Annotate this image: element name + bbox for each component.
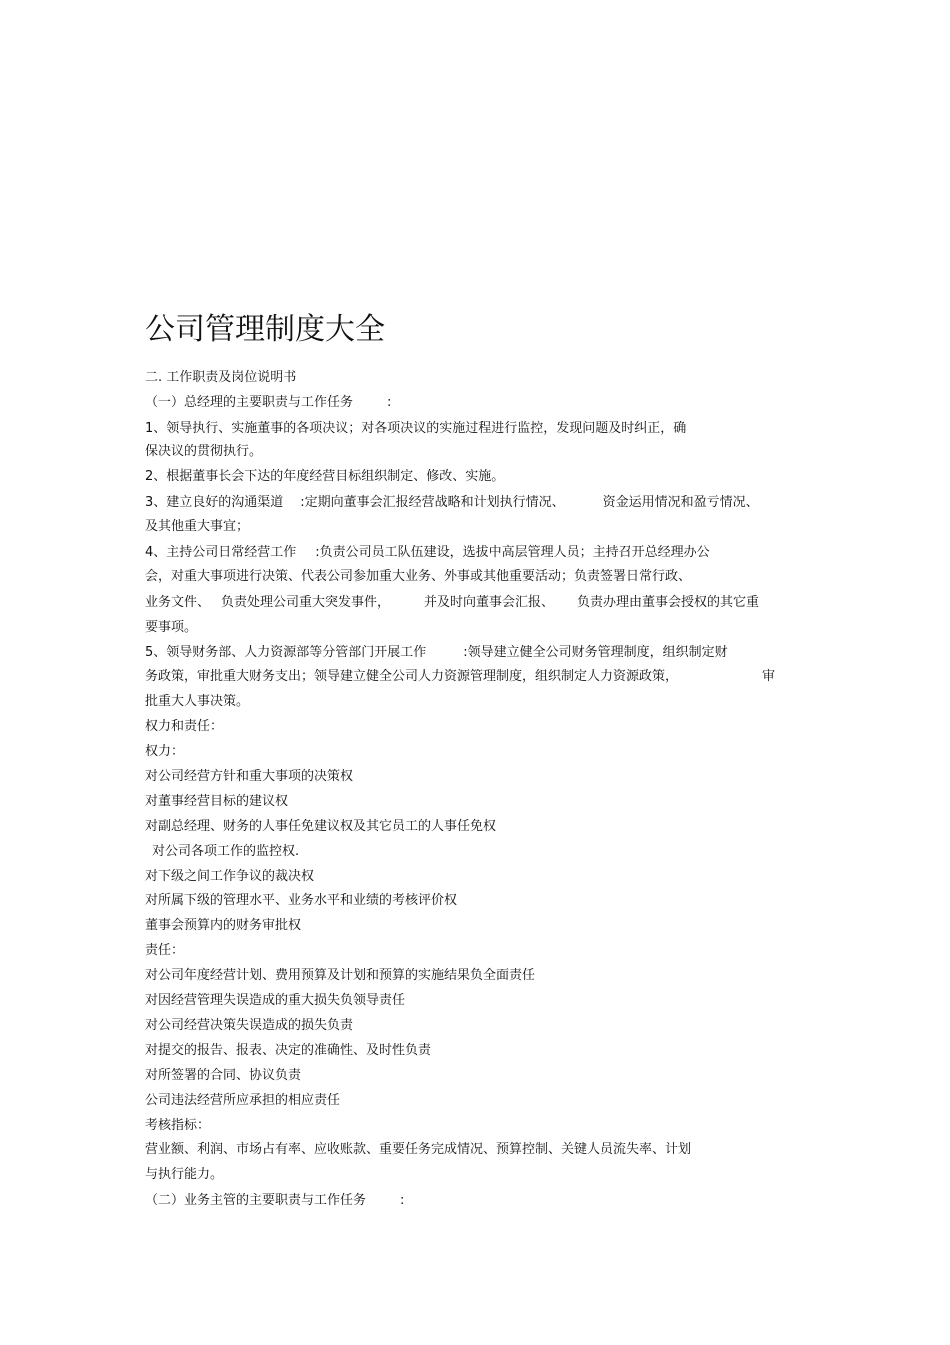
list-item: 对公司各项工作的监控权. [152, 844, 300, 859]
list-item: 公司违法经营所应承担的相应责任 [145, 1093, 341, 1108]
text-segment: 务政策，审批重大财务支出；领导建立健全公司人力资源管理制度，组织制定人力资源政策， [145, 669, 679, 684]
list-item: 对所签署的合同、协议负责 [145, 1068, 302, 1083]
text-segment: 3、建立良好的沟通渠道 [145, 495, 284, 510]
list-item: 对公司经营决策失误造成的损失负责 [145, 1018, 354, 1033]
list-item: 对所属下级的管理水平、业务水平和业绩的考核评价权 [145, 893, 458, 908]
text-segment: 资金运用情况和盈亏情况、 [602, 495, 759, 510]
paragraph-line: 要事项。 [145, 620, 198, 635]
paragraph-line: 批重大人事决策。 [145, 694, 250, 709]
list-item: 对因经营管理失误造成的重大损失负领导责任 [145, 993, 406, 1008]
subsection-heading-text: （一）总经理的主要职责与工作任务 [145, 395, 354, 410]
responsibilities-heading: 责任： [145, 943, 185, 958]
paragraph-line [145, 644, 728, 662]
subsection-heading [145, 1192, 404, 1210]
text-segment: 5、领导财务部、人力资源部等分管部门开展工作 [145, 645, 427, 660]
text-segment: :领导建立健全公司财务管理制度，组织制定财 [463, 645, 728, 660]
paragraph-line: 会，对重大事项进行决策、代表公司参加重大业务、外事或其他重要活动；负责签署日常行政、 [145, 569, 692, 584]
paragraph-line: 营业额、利润、市场占有率、应收账款、重要任务完成情况、预算控制、关键人员流失率、计划 [145, 1142, 692, 1157]
paragraph-line: 及其他重大事宜； [145, 519, 250, 534]
paragraph-line [145, 668, 775, 686]
list-item: 对下级之间工作争议的裁决权 [145, 869, 315, 884]
text-segment: :负责公司员工队伍建设，选拔中高层管理人员；主持召开总经理办公 [315, 545, 710, 560]
list-item: 对公司年度经营计划、费用预算及计划和预算的实施结果负全面责任 [145, 968, 536, 983]
text-segment: 负责办理由董事会授权的其它重 [577, 595, 760, 610]
paragraph-line [145, 494, 759, 512]
kpi-heading: 考核指标： [145, 1118, 211, 1133]
list-item: 对公司经营方针和重大事项的决策权 [145, 769, 354, 784]
paragraph-line [145, 544, 710, 562]
subsection-heading [145, 394, 391, 412]
list-item: 对董事经营目标的建议权 [145, 794, 289, 809]
section-heading: 二. 工作职责及岗位说明书 [145, 370, 297, 385]
paragraph-line: 保决议的贯彻执行。 [145, 444, 263, 459]
rights-responsibilities-heading: 权力和责任： [145, 719, 224, 734]
subsection-heading-colon: : [387, 395, 392, 410]
text-segment: :定期向董事会汇报经营战略和计划执行情况、 [300, 495, 565, 510]
text-segment: 并及时向董事会汇报、 [424, 595, 555, 610]
paragraph-line [145, 594, 759, 612]
text-segment: 审 [762, 669, 776, 684]
text-segment: 4、主持公司日常经营工作 [145, 545, 297, 560]
list-item: 对副总经理、财务的人事任免建议权及其它员工的人事任免权 [145, 819, 497, 834]
rights-heading: 权力： [145, 744, 185, 759]
subsection-heading-text: （二）业务主管的主要职责与工作任务 [145, 1193, 367, 1208]
paragraph-line: 2、根据董事长会下达的年度经营目标组织制定、修改、实施。 [145, 469, 505, 484]
text-segment: 负责处理公司重大突发事件， [221, 595, 391, 610]
page-title: 公司管理制度大全 [145, 312, 385, 348]
paragraph-line: 与执行能力。 [145, 1167, 224, 1182]
list-item: 对提交的报告、报表、决定的准确性、及时性负责 [145, 1043, 432, 1058]
text-segment: 业务文件、 [145, 595, 211, 610]
subsection-heading-colon: : [400, 1193, 405, 1208]
paragraph-line: 1、领导执行、实施董事的各项决议；对各项决议的实施过程进行监控，发现问题及时纠正，确 [145, 421, 687, 436]
list-item: 董事会预算内的财务审批权 [145, 918, 302, 933]
